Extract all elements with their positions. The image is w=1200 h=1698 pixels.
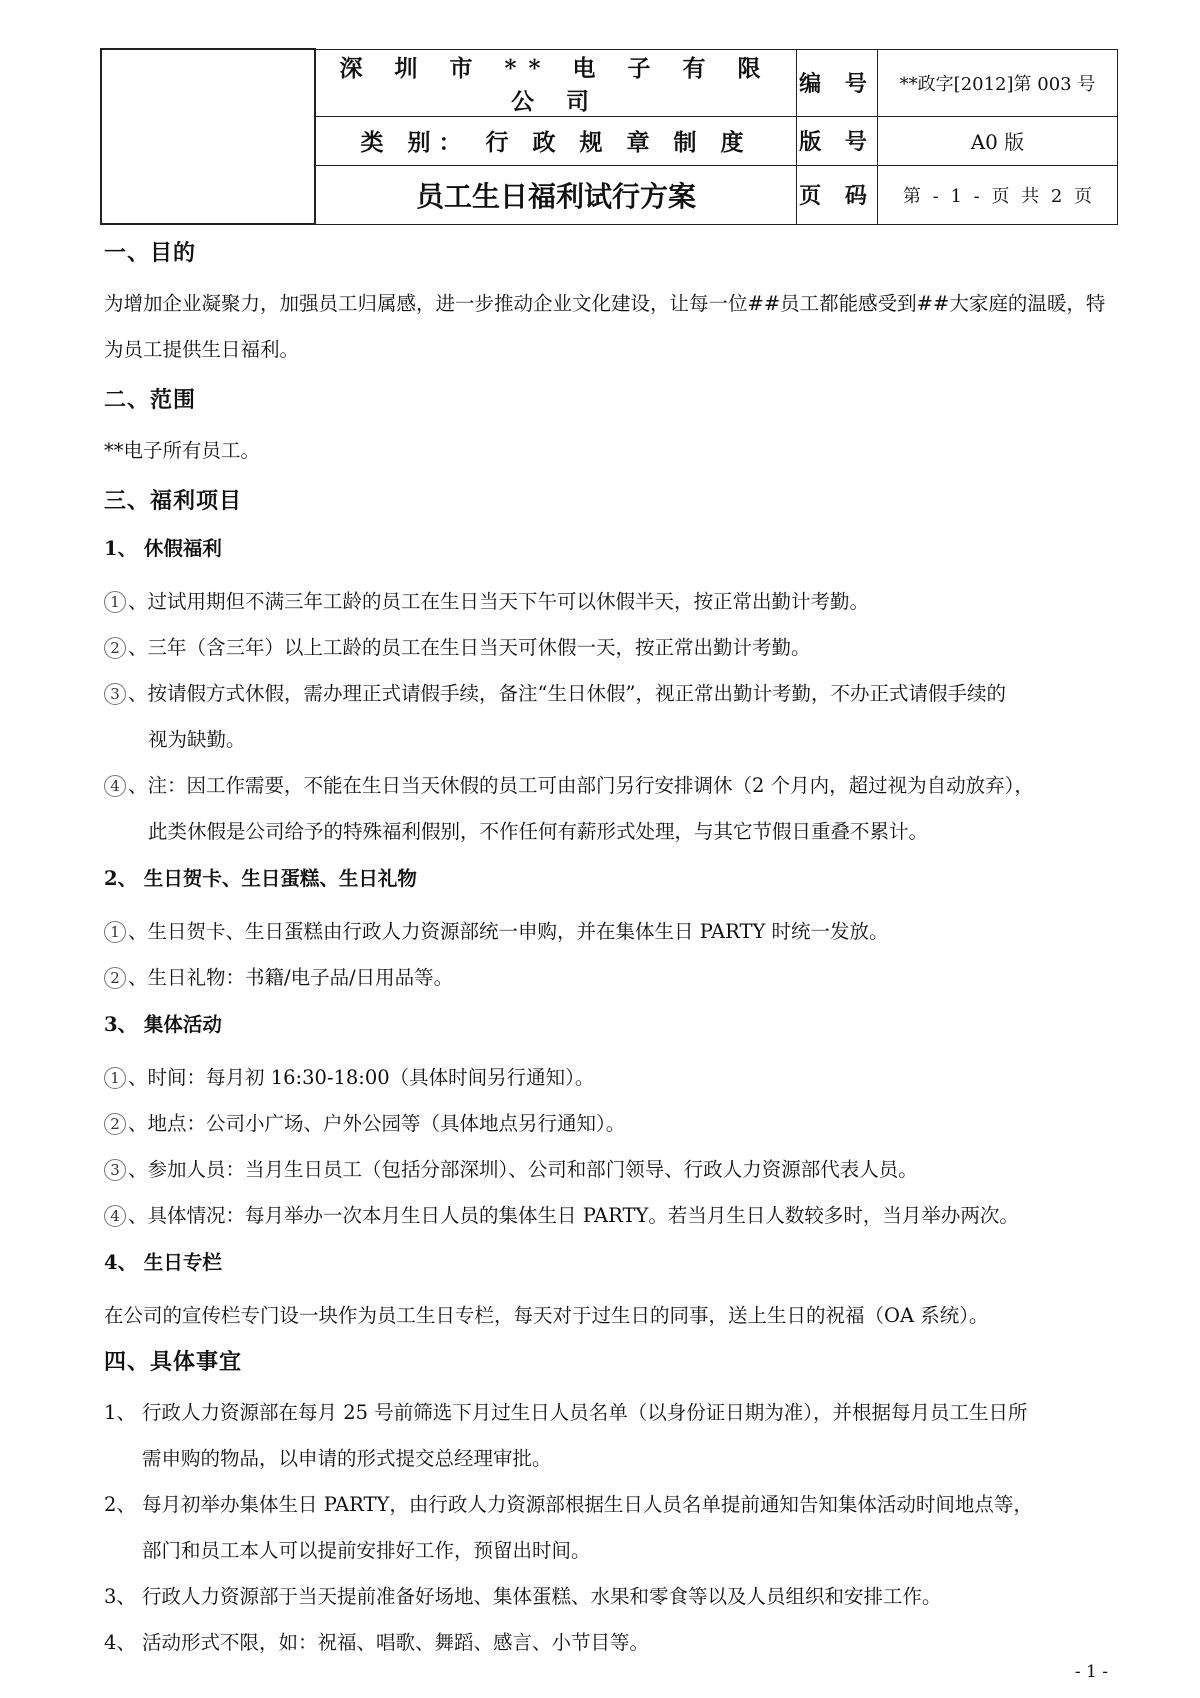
list-item-text: 、按请假方式休假，需办理正式请假手续，备注“生日休假”，视正常出勤计考勤，不办正式请假手续的 bbox=[128, 682, 1006, 705]
item-text: 每月初举办集体生日 PARTY，由行政人力资源部根据生日人员名单提前通知告知集体活动时间地点等， bbox=[142, 1493, 1033, 1516]
list-item-text: 、时间：每月初 16:30-18:00（具体时间另行通知）。 bbox=[128, 1066, 595, 1089]
category: 类 别： 行 政 规 章 制 度 bbox=[315, 116, 797, 165]
section-heading: 三、福利项目 bbox=[104, 488, 243, 514]
list-item-text: 、注：因工作需要，不能在生日当天休假的员工可由部门另行安排调休（2 个月内，超过视为自动放弃）， bbox=[128, 774, 1034, 797]
item-number: 3、 bbox=[104, 1585, 136, 1608]
list-item bbox=[104, 625, 1114, 671]
section-heading: 四、具体事宜 bbox=[104, 1349, 243, 1375]
item-text-continuation: 需申购的物品，以申请的形式提交总经理审批。 bbox=[142, 1447, 552, 1470]
circled-number: 2 bbox=[104, 967, 126, 989]
list-item bbox=[104, 1055, 1114, 1101]
item-text: 活动形式不限，如：祝福、唱歌、舞蹈、感言、小节目等。 bbox=[142, 1631, 650, 1654]
circled-number: 4 bbox=[104, 1205, 126, 1227]
list-item-continuation: 视为缺勤。 bbox=[148, 728, 246, 751]
list-item-continuation: 此类休假是公司给予的特殊福利假别，不作任何有薪形式处理，与其它节假日重叠不累计。 bbox=[148, 820, 929, 843]
list-item-text: 、生日贺卡、生日蛋糕由行政人力资源部统一申购，并在集体生日 PARTY 时统一发放。 bbox=[128, 920, 889, 943]
circled-number: 3 bbox=[104, 1159, 126, 1181]
circled-number: 4 bbox=[104, 775, 126, 797]
page-number-footer: - 1 - bbox=[1074, 1662, 1108, 1682]
section-heading: 一、目的 bbox=[104, 240, 197, 266]
list-item bbox=[104, 671, 1114, 717]
list-item bbox=[104, 1193, 1114, 1239]
paragraph: **电子所有员工。 bbox=[104, 439, 261, 462]
page-value: 第 - 1 - 页 共 2 页 bbox=[878, 165, 1118, 224]
circled-number: 2 bbox=[104, 637, 126, 659]
page-label: 页 码 bbox=[797, 165, 878, 224]
numbered-item bbox=[104, 1390, 1114, 1436]
item-number: 2、 bbox=[104, 1493, 136, 1516]
logo-cell bbox=[101, 49, 315, 224]
numbered-item-continuation bbox=[104, 1436, 1114, 1482]
circled-number: 1 bbox=[104, 921, 126, 943]
list-item bbox=[104, 1147, 1114, 1193]
paragraph: 为增加企业凝聚力，加强员工归属感，进一步推动企业文化建设，让每一位##员工都能感受到##大家庭的温暖，特为员工提供生日福利。 bbox=[104, 292, 1106, 361]
subsection-heading: 4、 生日专栏 bbox=[104, 1251, 222, 1274]
numbered-item bbox=[104, 1482, 1114, 1528]
list-item bbox=[104, 909, 1114, 955]
subsection-heading: 2、 生日贺卡、生日蛋糕、生日礼物 bbox=[104, 867, 417, 890]
item-number: 1、 bbox=[104, 1401, 136, 1424]
number-label: 编 号 bbox=[797, 49, 878, 116]
list-item-text: 、生日礼物：书籍/电子品/日用品等。 bbox=[128, 966, 454, 989]
circled-number: 3 bbox=[104, 683, 126, 705]
circled-number: 1 bbox=[104, 591, 126, 613]
document-title: 员工生日福利试行方案 bbox=[315, 165, 797, 224]
list-item bbox=[104, 955, 1114, 1001]
company-name: 深 圳 市 ** 电 子 有 限 公 司 bbox=[315, 49, 797, 116]
document-header-table bbox=[100, 48, 1118, 225]
document-body bbox=[104, 236, 1114, 1666]
list-item bbox=[104, 763, 1114, 809]
version-label: 版 号 bbox=[797, 116, 878, 165]
item-number: 4、 bbox=[104, 1631, 136, 1654]
item-text-continuation: 部门和员工本人可以提前安排好工作，预留出时间。 bbox=[142, 1539, 591, 1562]
number-value: **政字[2012]第 003 号 bbox=[878, 49, 1118, 116]
list-item bbox=[104, 1101, 1114, 1147]
circled-number: 2 bbox=[104, 1113, 126, 1135]
list-item bbox=[104, 579, 1114, 625]
paragraph: 在公司的宣传栏专门设一块作为员工生日专栏，每天对于过生日的同事，送上生日的祝福（OA 系统）。 bbox=[104, 1304, 989, 1327]
section-heading: 二、范围 bbox=[104, 387, 197, 413]
circled-number: 1 bbox=[104, 1067, 126, 1089]
numbered-item-continuation bbox=[104, 1528, 1114, 1574]
list-item-text: 、具体情况：每月举办一次本月生日人员的集体生日 PARTY。若当月生日人数较多时，当月举办两次。 bbox=[128, 1204, 1019, 1227]
subsection-heading: 1、 休假福利 bbox=[104, 537, 222, 560]
subsection-heading: 3、 集体活动 bbox=[104, 1013, 222, 1036]
item-text: 行政人力资源部于当天提前准备好场地、集体蛋糕、水果和零食等以及人员组织和安排工作。 bbox=[142, 1585, 942, 1608]
list-item-text: 、地点：公司小广场、户外公园等（具体地点另行通知）。 bbox=[128, 1112, 626, 1135]
numbered-item bbox=[104, 1620, 1114, 1666]
version-value: A0 版 bbox=[878, 116, 1118, 165]
item-text: 行政人力资源部在每月 25 号前筛选下月过生日人员名单（以身份证日期为准），并根据每月员工生日所 bbox=[142, 1401, 1028, 1424]
list-item-text: 、过试用期但不满三年工龄的员工在生日当天下午可以休假半天，按正常出勤计考勤。 bbox=[128, 590, 870, 613]
list-item-text: 、三年（含三年）以上工龄的员工在生日当天可休假一天，按正常出勤计考勤。 bbox=[128, 636, 811, 659]
list-item-text: 、参加人员：当月生日员工（包括分部深圳）、公司和部门领导、行政人力资源部代表人员。 bbox=[128, 1158, 918, 1181]
numbered-item bbox=[104, 1574, 1114, 1620]
